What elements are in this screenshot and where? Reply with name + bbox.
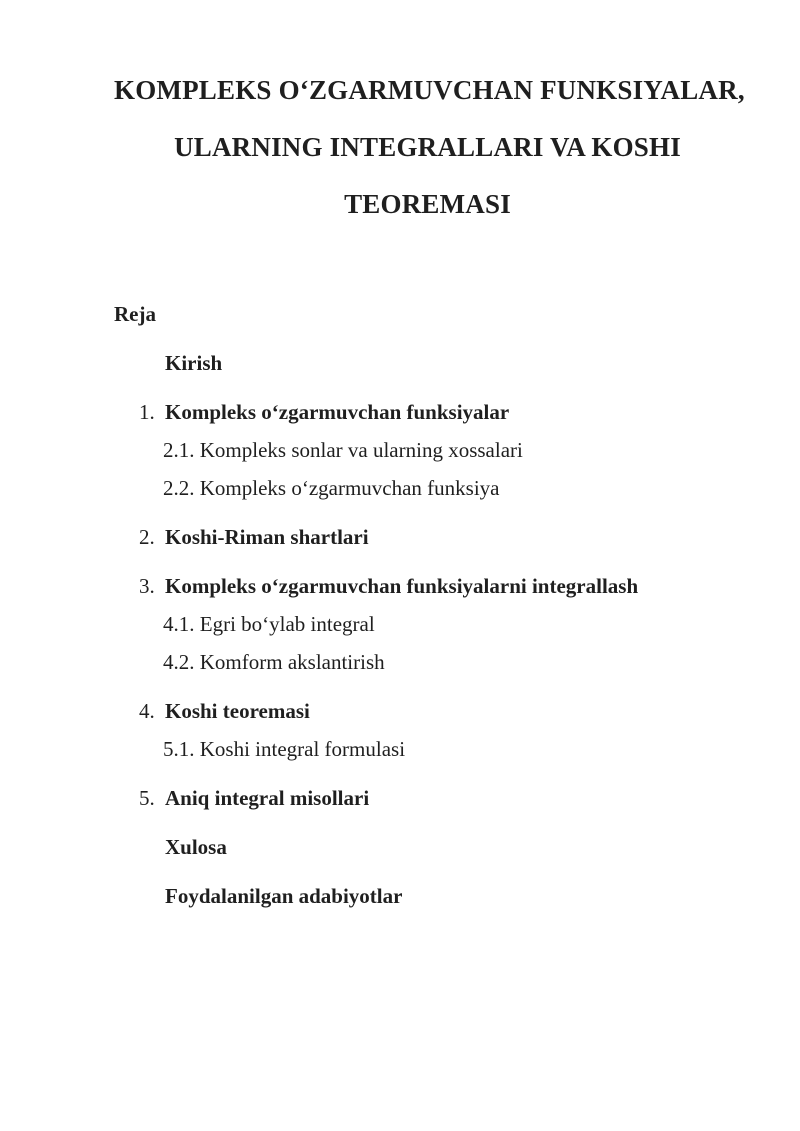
entry-label: 4.1. Egri bo‘ylab integral [163, 612, 375, 636]
document-title [114, 0, 745, 233]
entry-label: 2.2. Kompleks o‘zgarmuvchan funksiya [163, 476, 500, 500]
outline-heading: Reja [114, 302, 156, 326]
title-line-2: ULARNING INTEGRALLARI VA KOSHI [174, 132, 681, 162]
entry-label: Koshi-Riman shartlari [165, 525, 369, 549]
outline-entry [114, 393, 741, 431]
entry-label: 4.2. Komform akslantirish [163, 650, 385, 674]
outline-entry [114, 692, 741, 730]
entry-label: Kompleks o‘zgarmuvchan funksiyalarni integrallash [165, 574, 639, 598]
entry-label: 5.1. Koshi integral formulasi [163, 737, 406, 761]
outline-entry [163, 605, 741, 643]
entry-number: 1. [139, 400, 155, 424]
outline-entries [114, 344, 741, 915]
entry-number: 4. [139, 699, 155, 723]
outline-entry [114, 779, 741, 817]
entry-number: 2. [139, 525, 155, 549]
entry-label: Xulosa [165, 835, 227, 859]
outline-entry [114, 518, 741, 556]
title-line-1: KOMPLEKS O‘ZGARMUVCHAN FUNKSIYALAR, [114, 75, 745, 105]
entry-number: 3. [139, 574, 155, 598]
entry-label: Kompleks o‘zgarmuvchan funksiyalar [165, 400, 510, 424]
entry-label: Aniq integral misollari [165, 786, 370, 810]
outline-entry [165, 344, 741, 382]
outline-entry [165, 828, 741, 866]
entry-label: Foydalanilgan adabiyotlar [165, 884, 403, 908]
entry-label: Koshi teoremasi [165, 699, 310, 723]
outline-entry [114, 567, 741, 605]
outline-entry [165, 877, 741, 915]
outline-entry [163, 643, 741, 681]
outline-section [114, 233, 741, 915]
outline-entry [163, 730, 741, 768]
entry-label: Kirish [165, 351, 223, 375]
entry-number: 5. [139, 786, 155, 810]
entry-label: 2.1. Kompleks sonlar va ularning xossalari [163, 438, 523, 462]
title-line-3: TEOREMASI [344, 189, 511, 219]
outline-entry [163, 469, 741, 507]
outline-entry [163, 431, 741, 469]
